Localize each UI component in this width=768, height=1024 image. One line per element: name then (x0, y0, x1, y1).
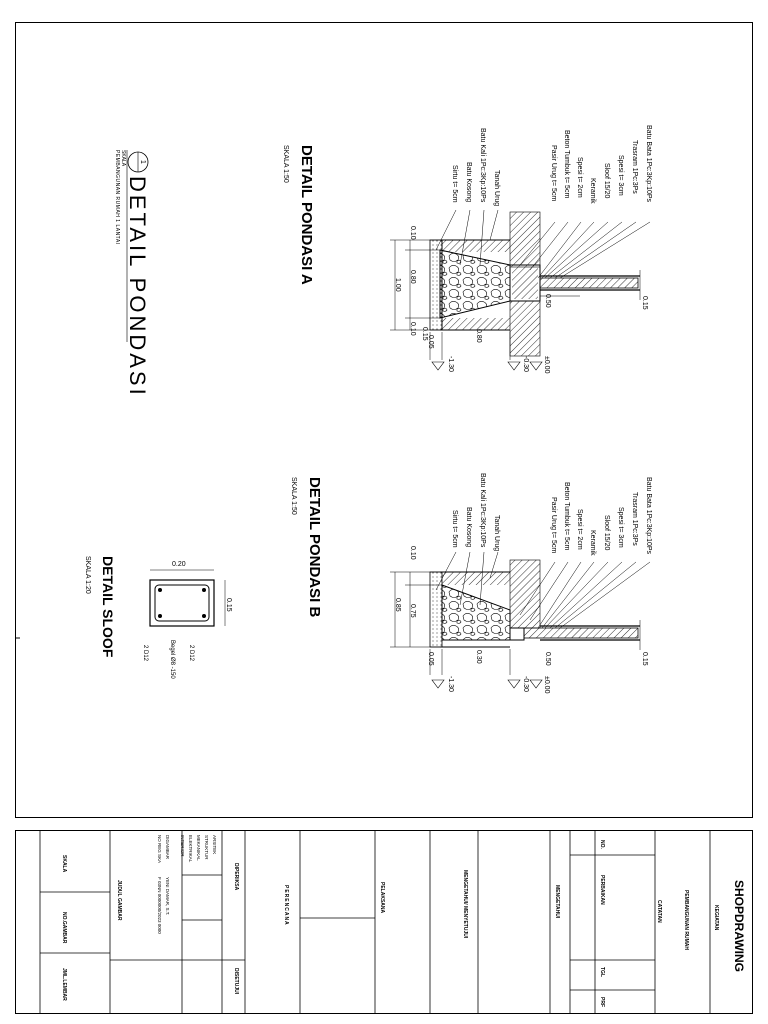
pa-label-12: Sirtu t= 5cm (451, 165, 458, 203)
tb-elektrikal: ELEKTRIKAL (188, 835, 193, 863)
pb-dim-050: 0.50 (544, 652, 551, 666)
pb-label-5: Keramik (589, 530, 596, 556)
pb-label-2: Trasram 1Pc:3Ps (631, 492, 638, 546)
pa-dim-010-bot: 0.10 (409, 322, 416, 336)
drawing-title: DETAIL PONDASI (125, 176, 150, 398)
pa-dim-005: 0.05 (427, 335, 434, 349)
pa-label-1: Batu Bata 1Pc:3Kp:10Ps (645, 125, 652, 203)
pa-label-7: Beton Tumbuk t= 5cm (563, 130, 570, 199)
pb-label-11: Batu Kosong (465, 507, 472, 548)
pa-level-130: -1.30 (447, 356, 454, 372)
pb-dim-030: 0.30 (475, 650, 482, 664)
drawing-scale-tag: SKALA (120, 150, 126, 167)
tb-interior: INTERIOR (180, 835, 185, 857)
sloof-scale: SKALA 1:20 (84, 556, 91, 594)
pb-label-10: Batu Kali 1Pc:3Kp:10Ps (479, 473, 486, 548)
tb-nomor-ska: NO REG SKA (157, 835, 162, 864)
pb-label-12: Sirtu t= 5cm (451, 510, 458, 548)
tb-digambar: DIGAMBAR (165, 835, 170, 860)
tb-diperiksa: DIPERIKSA (233, 863, 239, 891)
pa-label-9: Tanah Urug (493, 170, 500, 207)
pondasi-a-title: DETAIL PONDASI A (298, 145, 315, 285)
tb-mekanikal: MEKANIKAL (196, 835, 201, 861)
pa-label-6: Spesi t= 2cm (576, 157, 583, 198)
pb-label-9: Tanah Urug (493, 515, 500, 552)
tb-perencana: PERENCANA (283, 885, 289, 926)
tb-disetujui: DISETUJUI (233, 968, 239, 995)
pa-label-5: Keramik (589, 178, 596, 204)
pa-dim-080: 0.80 (409, 270, 416, 284)
pb-label-8: Pasir Urug t= 5cm (550, 497, 557, 554)
tb-digambar-val: YENI DAMAR, S.T. (165, 877, 170, 916)
tb-struktur: STRUKTUR (204, 835, 209, 860)
sloof-stirrup-label: Begel Ø8 -150 (169, 640, 175, 679)
tb-kegiatan: KEGIATAN (713, 905, 719, 931)
pa-label-8: Pasir Urug t= 5cm (550, 145, 557, 202)
sloof-width: 0.20 (172, 561, 186, 568)
tb-tgl: TGL (599, 967, 605, 977)
pa-dim-010-top: 0.10 (409, 226, 416, 240)
tb-no: NO. (599, 840, 605, 849)
pa-label-10: Batu Kali 1Pc:3Kp:10Ps (479, 128, 486, 203)
pa-dim-100: 1.00 (394, 278, 401, 292)
pondasi-a-scale: SKALA 1:50 (282, 145, 289, 183)
drawing-subtitle: PEMBANGUNAN RUMAH 1 LANTAI (114, 150, 120, 245)
sloof-bar-bot: 2 D12 (142, 645, 148, 662)
pa-label-4: Sloof 15/20 (603, 163, 610, 199)
drawing-number: 1 (139, 160, 146, 164)
pa-label-2: Trasram 1Pc:3Ps (631, 140, 638, 194)
pb-level-000: ±0.00 (543, 676, 550, 694)
pb-dim-075: 0.75 (409, 604, 416, 618)
pa-dim-080b: 0.80 (475, 329, 482, 343)
pb-label-7: Beton Tumbuk t= 5cm (563, 482, 570, 551)
pb-dim-015r: 0.15 (641, 652, 648, 666)
tb-skala: SKALA (61, 855, 67, 873)
pb-label-4: Sloof 15/20 (603, 515, 610, 551)
pa-level-030: -0.30 (522, 356, 529, 372)
pb-dim-005: 0.05 (427, 652, 434, 666)
sloof-title: DETAIL SLOOF (100, 556, 116, 658)
pb-level-130: -1.30 (447, 676, 454, 692)
tb-arsitek: ARSITEK (212, 835, 217, 855)
tb-paraf: PRF (599, 997, 605, 1007)
tb-pelaksana: PELAKSANA (379, 882, 385, 914)
pa-dim-015r: 0.15 (641, 296, 648, 310)
pb-level-030: -0.30 (522, 676, 529, 692)
pa-label-3: Spesi t= 3cm (617, 155, 624, 196)
sloof-bar-top: 2 D12 (188, 645, 194, 662)
tb-judul-gambar: JUDUL GAMBAR (116, 880, 122, 921)
pb-dim-010-top: 0.10 (409, 546, 416, 560)
tb-company: SHOPDRAWING (732, 880, 746, 973)
tb-project: PEMBANGUNAN RUMAH (683, 890, 689, 950)
tb-mengetahui: MENGETAHUI (554, 885, 560, 919)
pb-label-1: Batu Bata 1Pc:3Kp:10Ps (645, 477, 652, 555)
pondasi-b-title: DETAIL PONDASI B (306, 477, 323, 618)
pondasi-b-scale: SKALA 1:50 (290, 477, 297, 515)
tb-no-gambar: NO.GAMBAR (61, 912, 67, 944)
pa-dim-015: 0.15 (421, 327, 428, 341)
tb-perbaikan: PERBAIKAN (599, 875, 605, 905)
pb-dim-085: 0.85 (394, 598, 401, 612)
pa-label-11: Batu Kosong (465, 162, 472, 203)
sloof-height: 0.15 (225, 598, 232, 612)
tb-ska-val: F 03NN 0000000/2023 0000 (157, 877, 162, 934)
tb-mengetahui-menyetujui: MENGETAHUI/ MENYETUJUI (462, 870, 468, 939)
tb-jml-lembar: JML.LEMBAR (61, 968, 67, 1001)
tb-catatan: CATATAN (656, 900, 662, 923)
pa-dim-050: 0.50 (544, 294, 551, 308)
pb-label-3: Spesi t= 3cm (617, 507, 624, 548)
pa-level-000: ±0.00 (543, 356, 550, 374)
pb-label-6: Spesi t= 2cm (576, 509, 583, 550)
